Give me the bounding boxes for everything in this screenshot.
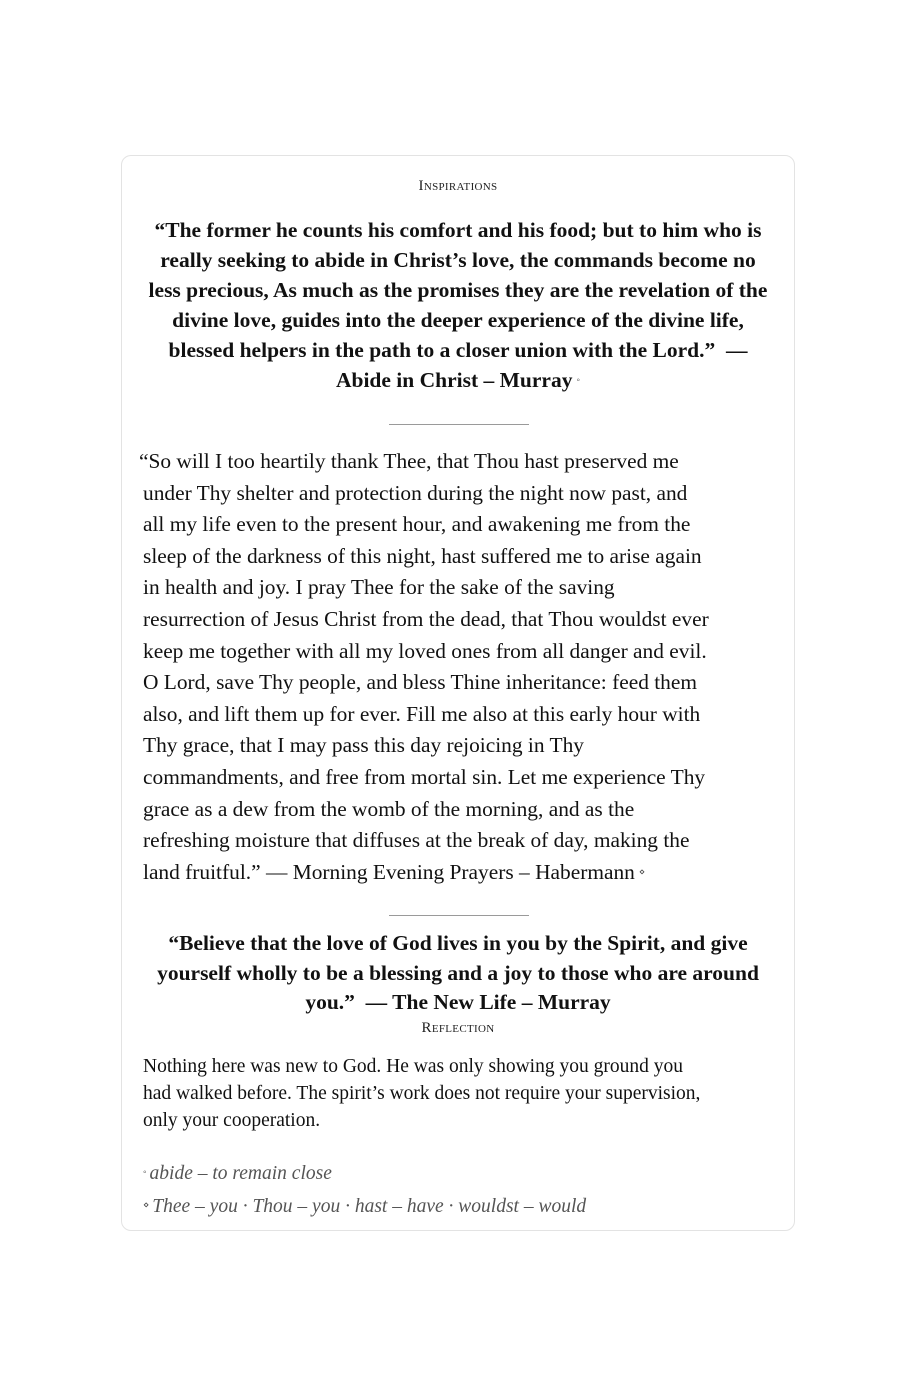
- quote-attribution: — The New Life – Murray: [365, 990, 611, 1014]
- diamond-marker-icon: ⋄: [143, 1200, 150, 1211]
- quote-text: “Believe that the love of God lives in you by the Spirit, and give yourself wholly to be a blessing and a joy to those who are around you.”: [157, 931, 759, 1014]
- footnote-marker-diamond: ⋄: [638, 866, 646, 878]
- footnote-archaic-words: [143, 1193, 586, 1226]
- section-divider: [389, 915, 529, 916]
- prayer-line: sleep of the darkness of this night, hast suffered me to arise again: [143, 543, 702, 568]
- reflection-text: [143, 1053, 783, 1134]
- footnote-text: abide – to remain close: [149, 1163, 332, 1184]
- quote-abide-in-christ: [142, 215, 774, 396]
- prayer-line-last: [139, 857, 779, 889]
- section-heading-reflection: Reflection: [421, 1020, 495, 1036]
- prayer-line: all my life even to the present hour, and awakening me from the: [143, 512, 691, 537]
- prayer-line: grace as a dew from the womb of the morning, and as the: [143, 796, 635, 821]
- section-heading-inspirations: Inspirations: [418, 178, 498, 194]
- prayer-line: under Thy shelter and protection during the night now past, and: [143, 480, 688, 505]
- prayer-line: in health and joy. I pray Thee for the sake of the saving: [143, 575, 615, 600]
- devotional-card: [121, 155, 795, 1231]
- reflection-line: only your cooperation.: [143, 1110, 321, 1131]
- quote-the-new-life: [142, 929, 774, 1018]
- footnote-marker-circle: ◦: [576, 375, 581, 386]
- reflection-line: had walked before. The spirit’s work does not require your supervision,: [143, 1083, 701, 1104]
- prayer-line: “So will I too heartily thank Thee, that Thou hast preserved me: [139, 449, 679, 473]
- prayer-line: keep me together with all my loved ones from all danger and evil.: [143, 638, 707, 663]
- circle-marker-icon: ◦: [143, 1167, 147, 1178]
- prayer-line: land fruitful.” — Morning Evening Prayers – Habermann: [143, 859, 635, 884]
- quote-text: “The former he counts his comfort and his food; but to him who is really seeking to abide in Christ’s love, the commands become no less precious, As much as the promises they are the revelation of the divine love, guides into the deeper experience of the divine life, blessed helpers in the path to a closer union with the Lord.”: [148, 218, 768, 362]
- prayer-line: refreshing moisture that diffuses at the break of day, making the: [143, 828, 690, 853]
- prayer-line: commandments, and free from mortal sin. Let me experience Thy: [143, 764, 706, 789]
- prayer-line: Thy grace, that I may pass this day rejoicing in Thy: [143, 733, 584, 758]
- prayer-line: O Lord, save Thy people, and bless Thine inheritance: feed them: [143, 670, 698, 695]
- section-divider: [389, 424, 529, 425]
- prayer-passage: [139, 446, 779, 888]
- reflection-line: Nothing here was new to God. He was only showing you ground you: [143, 1056, 683, 1077]
- footnote-text: Thee – you · Thou – you · hast – have · wouldst – would: [152, 1196, 587, 1217]
- footnotes: [143, 1160, 586, 1226]
- prayer-line: also, and lift them up for ever. Fill me also at this early hour with: [143, 701, 701, 726]
- quote-attribution: — Abide in Christ – Murray: [335, 338, 748, 392]
- prayer-line: resurrection of Jesus Christ from the dead, that Thou wouldst ever: [143, 606, 709, 631]
- footnote-abide: [143, 1160, 586, 1193]
